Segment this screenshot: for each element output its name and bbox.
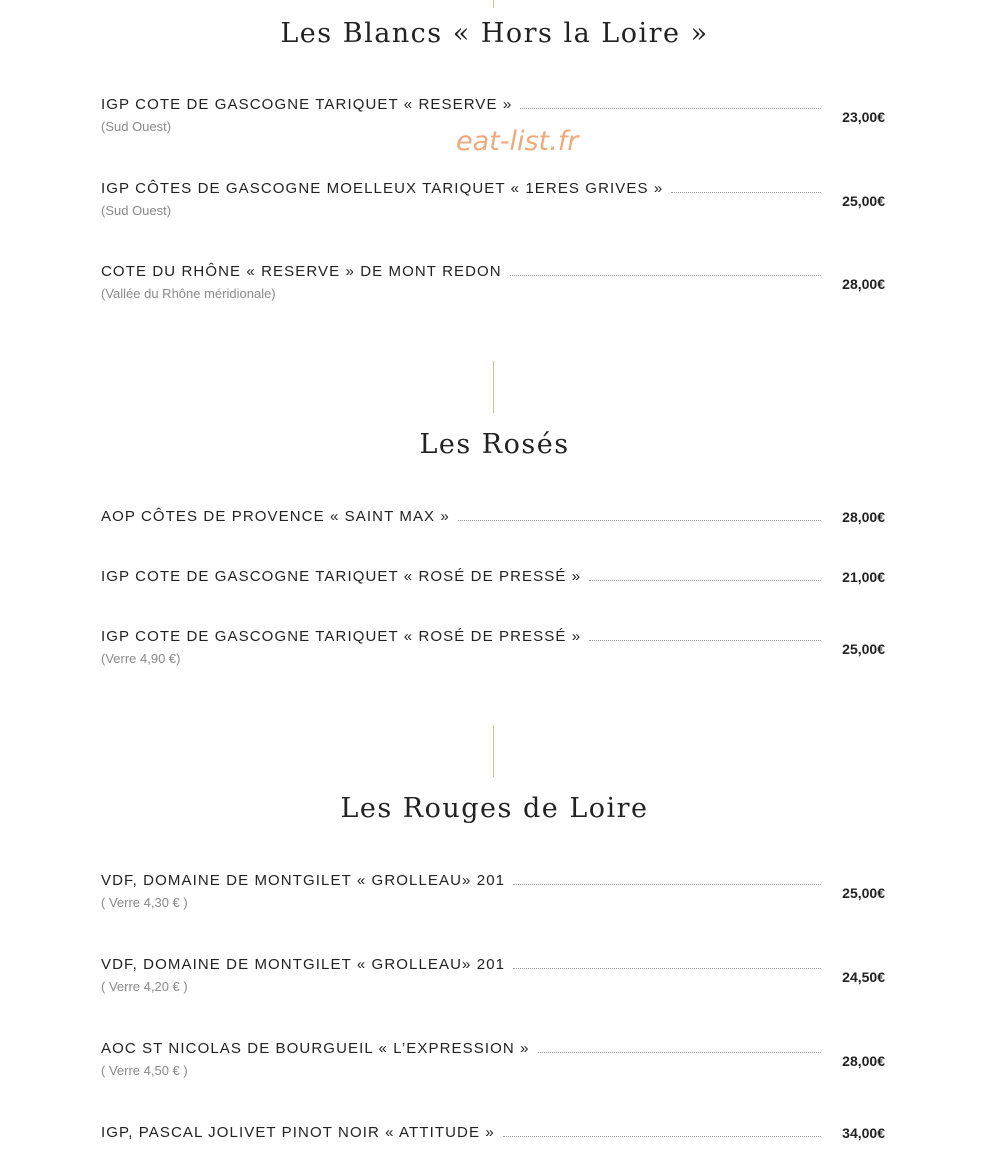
item-name: IGP, PASCAL JOLIVET PINOT NOIR « ATTITUDE » <box>101 1124 495 1141</box>
item-price: 34,00€ <box>842 1125 885 1141</box>
menu-item <box>101 872 885 910</box>
menu-item <box>101 1124 885 1141</box>
section-title-roses: Les Rosés <box>419 429 570 460</box>
item-name: IGP COTE DE GASCOGNE TARIQUET « RESERVE » <box>101 96 513 113</box>
dotted-leader <box>510 274 821 276</box>
dotted-leader <box>503 1135 821 1137</box>
item-price: 25,00€ <box>842 193 885 209</box>
section-title-rouges: Les Rouges de Loire <box>340 793 649 824</box>
top-divider-line <box>493 0 494 8</box>
item-name: IGP COTE DE GASCOGNE TARIQUET « ROSÉ DE PRESSÉ » <box>101 628 582 645</box>
item-price: 21,00€ <box>842 569 885 585</box>
item-name: VDF, DOMAINE DE MONTGILET « GROLLEAU» 201 <box>101 956 506 973</box>
section-title-blancs: Les Blancs « Hors la Loire » <box>280 18 709 49</box>
menu-item <box>101 956 885 994</box>
item-price: 25,00€ <box>842 885 885 901</box>
item-price: 28,00€ <box>842 276 885 292</box>
item-name: VDF, DOMAINE DE MONTGILET « GROLLEAU» 201 <box>101 872 506 889</box>
item-glass-price: ( Verre 4,30 € ) <box>101 895 188 910</box>
item-glass-price: ( Verre 4,20 € ) <box>101 979 188 994</box>
item-region: (Sud Ouest) <box>101 119 172 134</box>
dotted-leader <box>589 639 821 641</box>
item-name: AOC ST NICOLAS DE BOURGUEIL « L’EXPRESSION » <box>101 1040 530 1057</box>
menu-item <box>101 180 885 218</box>
section-divider <box>493 361 494 413</box>
item-price: 23,00€ <box>842 109 885 125</box>
dotted-leader <box>458 519 821 521</box>
menu-item <box>101 568 885 585</box>
item-price: 24,50€ <box>842 969 885 985</box>
section-divider <box>493 725 494 777</box>
dotted-leader <box>520 107 821 109</box>
menu-item <box>101 263 885 301</box>
dotted-leader <box>513 967 821 969</box>
item-price: 28,00€ <box>842 1053 885 1069</box>
item-price: 25,00€ <box>842 641 885 657</box>
item-region: (Sud Ouest) <box>101 203 172 218</box>
menu-item <box>101 628 885 666</box>
menu-item <box>101 1040 885 1078</box>
item-region: (Vallée du Rhône méridionale) <box>101 286 276 301</box>
item-glass-price: (Verre 4,90 €) <box>101 651 181 666</box>
dotted-leader <box>589 579 821 581</box>
item-name: AOP CÔTES DE PROVENCE « SAINT MAX » <box>101 508 450 525</box>
dotted-leader <box>513 883 821 885</box>
dotted-leader <box>538 1051 821 1053</box>
watermark: eat-list.fr <box>456 126 579 157</box>
menu-item <box>101 508 885 525</box>
item-name: COTE DU RHÔNE « RESERVE » DE MONT REDON <box>101 263 502 280</box>
item-name: IGP COTE DE GASCOGNE TARIQUET « ROSÉ DE PRESSÉ » <box>101 568 582 585</box>
item-glass-price: ( Verre 4,50 € ) <box>101 1063 188 1078</box>
dotted-leader <box>671 191 821 193</box>
item-name: IGP CÔTES DE GASCOGNE MOELLEUX TARIQUET « 1ERES GRIVES » <box>101 180 664 197</box>
item-price: 28,00€ <box>842 509 885 525</box>
